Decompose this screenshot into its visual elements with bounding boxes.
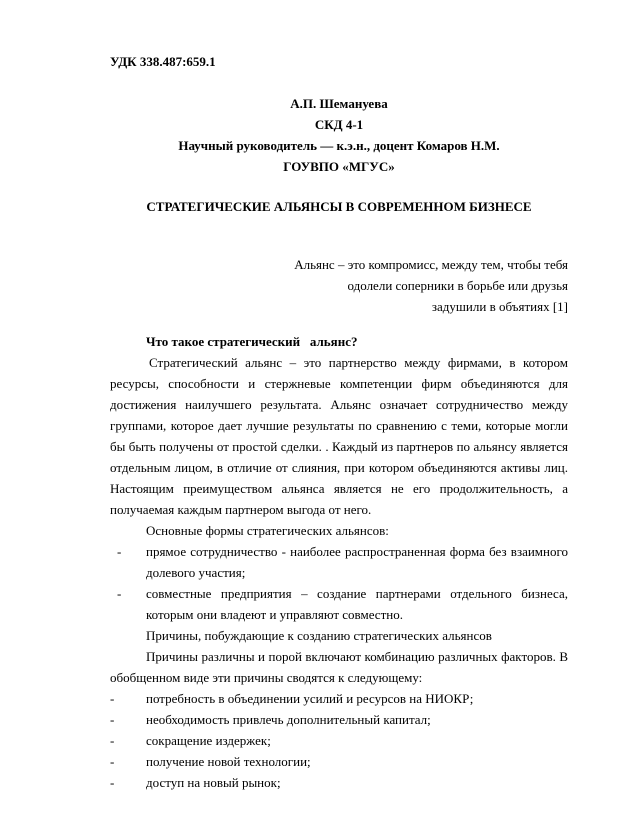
list-item (110, 541, 568, 583)
udk-code: УДК 338.487:659.1 (110, 54, 216, 69)
list-item (110, 583, 568, 625)
supervisor: Научный руководитель — к.э.н., доцент Комаров Н.М. (178, 138, 500, 153)
article-title: СТРАТЕГИЧЕСКИЕ АЛЬЯНСЫ В СОВРЕМЕННОМ БИЗНЕСЕ (146, 199, 532, 214)
list-item (110, 751, 568, 772)
article-body (110, 331, 568, 793)
paragraph-reasons: Причины различны и порой включают комбинацию различных факторов. В обобщенном виде эти причины сводятся к следующему: (110, 649, 568, 685)
list-item-text: необходимость привлечь дополнительный капитал; (146, 712, 431, 727)
list-item (110, 730, 568, 751)
bullet: - (110, 754, 115, 769)
list-item-text: прямое сотрудничество - наиболее распространенная форма без взаимного долевого участия; (146, 544, 568, 580)
list-item-text: получение новой технологии; (146, 754, 311, 769)
list-item (110, 772, 568, 793)
epigraph-line: задушили в объятиях [1] (431, 299, 568, 314)
list-item-text: сокращение издержек; (146, 733, 271, 748)
list-item (110, 688, 568, 709)
reasons-heading: Причины, побуждающие к созданию стратегических альянсов (146, 628, 492, 643)
author-name: А.П. Шемануева (290, 96, 388, 111)
list-item (110, 709, 568, 730)
list-item-text: совместные предприятия – создание партнерами отдельного бизнеса, которым они владеют и управляют совместно. (146, 586, 568, 622)
bullet: - (110, 712, 115, 727)
section-heading: Что такое стратегический альянс? (146, 334, 358, 349)
forms-intro: Основные формы стратегических альянсов: (146, 523, 389, 538)
bullet: - (117, 586, 122, 601)
student-group: СКД 4-1 (314, 117, 364, 132)
bullet: - (110, 691, 115, 706)
paragraph-definition: Стратегический альянс – это партнерство между фирмами, в котором ресурсы, способности и стержневые компетенции фирм объединяются для достижения наилучшего результата. Альянс означает сотрудничество между группами, которое дает лучшие результаты по сравнению с теми, которые могли бы быть получены от простой сделки. . Каждый из партнеров по альянсу является отдельным лицом, в отличие от слияния, при котором объединяются активы лиц. Настоящим преимуществом альянса является не его продолжительность, а получаемая каждым партнером выгода от него. (110, 355, 568, 517)
bullet: - (110, 733, 115, 748)
epigraph-line: одолели соперники в борьбе или друзья (347, 278, 568, 293)
list-item-text: потребность в объединении усилий и ресурсов на НИОКР; (146, 691, 474, 706)
list-item-text: доступ на новый рынок; (146, 775, 281, 790)
bullet: - (110, 775, 115, 790)
bullet: - (117, 544, 122, 559)
institution: ГОУВПО «МГУС» (283, 159, 395, 174)
epigraph-line: Альянс – это компромисс, между тем, чтобы тебя (294, 257, 568, 272)
